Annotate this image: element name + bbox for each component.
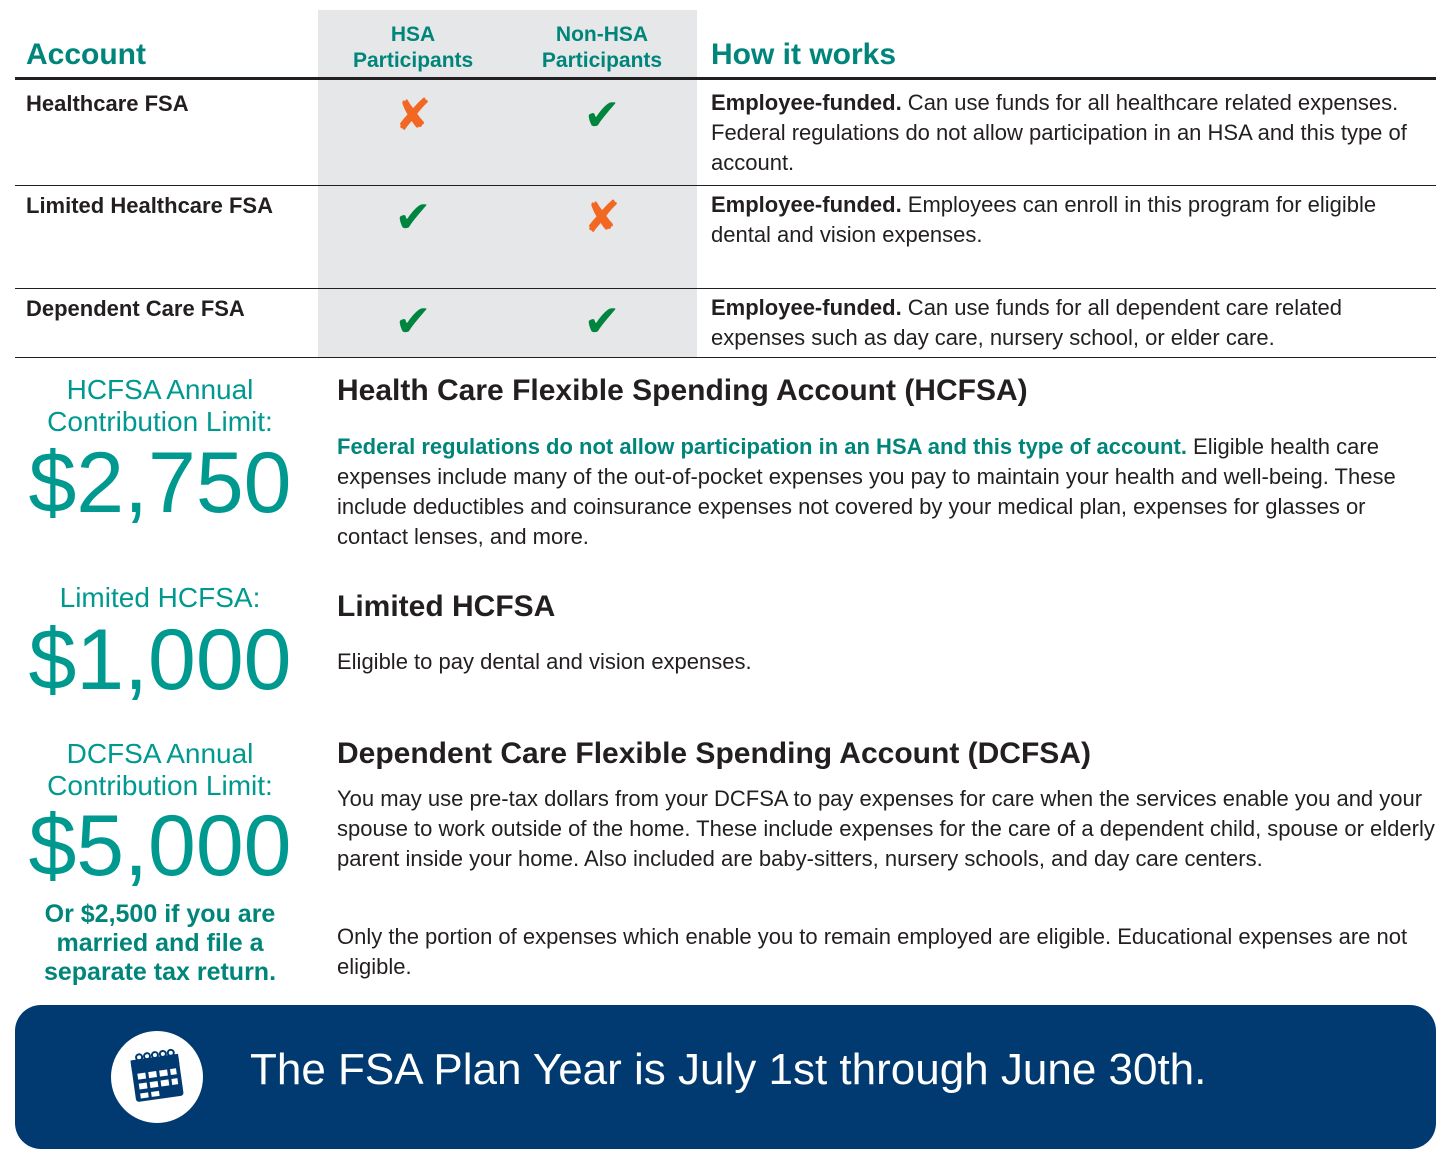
row-dependent-care-fsa-hsa-check-icon: ✔ [394, 297, 432, 346]
dcfsa-section-body-1: You may use pre-tax dollars from your DCFSA to pay expenses for care when the services enable you and your spouse to work outside of the home. These include expenses for the care of a dependent child, spouse or elderly parent inside your home. Also included are baby-sitters, nursery schools, and day care centers. [337, 786, 1435, 871]
row-healthcare-fsa-account: Healthcare FSA [26, 91, 189, 116]
row-limited-fsa-description: Employee-funded. Employees can enroll in this program for eligible dental and vision expenses. [711, 192, 1377, 247]
row-divider [15, 185, 1436, 186]
hcfsa-section-title: Health Care Flexible Spending Account (HCFSA) [337, 374, 1028, 407]
row-dependent-care-fsa-account: Dependent Care FSA [26, 296, 245, 321]
calendar-icon [111, 1031, 203, 1123]
dcfsa-limit-label: DCFSA Annual Contribution Limit: [47, 738, 273, 801]
row-healthcare-fsa-nonhsa-check-icon: ✔ [583, 91, 621, 140]
header-divider [15, 77, 1436, 80]
row-limited-fsa-hsa-check-icon: ✔ [394, 193, 432, 242]
row-dependent-care-fsa-nonhsa-check-icon: ✔ [583, 297, 621, 346]
row-dependent-care-fsa-description: Employee-funded. Can use funds for all dependent care related expenses such as day care, nursery school, or elder care. [711, 295, 1342, 350]
plan-year-text: The FSA Plan Year is July 1st through June 30th. [250, 1045, 1207, 1094]
header-hsa-participants: HSA Participants [353, 23, 474, 72]
dcfsa-section-title: Dependent Care Flexible Spending Account (DCFSA) [337, 737, 1091, 770]
limited-hcfsa-label: Limited HCFSA: [59, 582, 261, 613]
row-limited-fsa-account: Limited Healthcare FSA [26, 193, 273, 218]
row-healthcare-fsa-description: Employee-funded. Can use funds for all healthcare related expenses. Federal regulations do not allow participation in an HSA and this type of account. [711, 90, 1407, 175]
row-divider [15, 288, 1436, 289]
dcfsa-limit-amount: $5,000 [28, 798, 292, 894]
hcfsa-section-body: Federal regulations do not allow participation in an HSA and this type of account. Eligible health care expenses include many of the out-of-pocket expenses you pay to maintain your health and well-being. These include deductibles and coinsurance expenses not covered by your medical plan, expenses for glasses or contact lenses, and more. [337, 434, 1396, 549]
header-how-it-works: How it works [711, 38, 897, 71]
row-limited-fsa-nonhsa-x-icon: ✘ [583, 193, 621, 242]
hcfsa-limit-amount: $2,750 [28, 435, 292, 531]
limited-hcfsa-section-body: Eligible to pay dental and vision expenses. [337, 649, 752, 674]
row-healthcare-fsa-hsa-x-icon: ✘ [394, 91, 432, 140]
header-non-hsa-participants: Non-HSA Participants [541, 23, 663, 72]
hcfsa-limit-label: HCFSA Annual Contribution Limit: [47, 374, 273, 437]
dcfsa-section-body-2: Only the portion of expenses which enable you to remain employed are eligible. Educational expenses are not eligible. [337, 924, 1408, 979]
limited-hcfsa-section-title: Limited HCFSA [337, 590, 556, 623]
table-bottom-divider [15, 357, 1436, 358]
limited-hcfsa-amount: $1,000 [28, 612, 292, 708]
header-account: Account [26, 38, 146, 71]
dcfsa-limit-note: Or $2,500 if you are married and file a separate tax return. [43, 900, 277, 986]
